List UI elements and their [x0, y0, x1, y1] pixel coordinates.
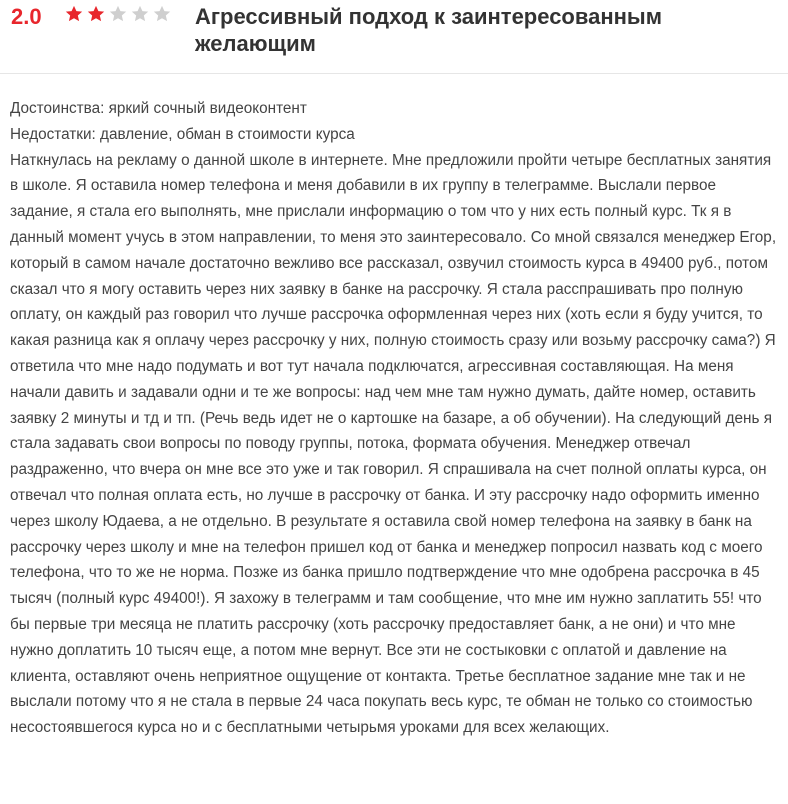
- star-empty-icon: [108, 4, 128, 24]
- star-filled-icon: [86, 4, 106, 24]
- star-empty-icon: [152, 4, 172, 24]
- review-pros: Достоинства: яркий сочный видеоконтент: [10, 100, 307, 117]
- review-header: [0, 0, 788, 72]
- review-body: [10, 96, 782, 741]
- review-title: Агрессивный подход к заинтересованным желающим: [195, 4, 662, 56]
- star-rating: [64, 4, 172, 28]
- star-filled-icon: [64, 4, 84, 24]
- header-divider: [0, 73, 788, 74]
- review-text: Наткнулась на рекламу о данной школе в интернете. Мне предложили пройти четыре бесплатных занятия в школе. Я оставила номер телефона и меня добавили в их группу в телеграмме. Выслали первое задание, я стала его выполнять, мне прислали информацию о том что у них есть полный курс. Тк я в данный момент учусь в этом направлении, то меня это заинтересовало. Со мной связался менеджер Егор, который в самом начале достаточно вежливо все рассказал, озвучил стоимость курса в 49400 руб., потом сказал что я могу оставить через них заявку в банке на рассрочку. Я стала расспрашивать про полную оплату, он каждый раз говорил что лучше рассрочка оформленная через них (хоть если я буду учится, то какая разница как я оплачу через рассрочку у них, полную стоимость сразу или возьму рассрочку сама?) Я ответила что мне надо подумать и вот тут начала подключатся, агрессивная составляющая. На меня начали давить и задавали одни и те же вопросы: над чем мне там нужно думать, дайте номер, оставить заявку 2 минуты и тд и тп. (Речь ведь идет не о картошке на базаре, а об обучении). На следующий день я стала задавать свои вопросы по поводу группы, потока, формата обучения. Менеджер отвечал раздраженно, что вчера он мне все это уже и так говорил. Я спрашивала на счет полной оплаты курса, он отвечал что полная оплата есть, но лучше в рассрочку от банка. И эту рассрочку надо оформить именно через школу Юдаева, а не отдельно. В результате я оставила свой номер телефона на заявку в банк на рассрочку через школу и мне на телефон пришел код от банка и менеджер попросил назвать код с моего телефона, что то же не норма. Позже из банка пришло подтверждение что мне одобрена рассрочка в 45 тысяч (полный курс 49400!). Я захожу в телеграмм и там сообщение, что мне им нужно заплатить 55! что бы первые три месяца не платить рассрочку (хоть рассрочку предоставляет банк, а не они) и что мне нужно доплатить 10 тысяч еще, а потом мне вернут. Все эти не состыковки с оплатой и давление на клиента, оставляют очень неприятное ощущение от контакта. Третье бесплатное задание мне так и не выслали потому что я не стала в первые 24 часа покупать весь курс, те обман не только со стоимостью несостоявшегося курса но и с бесплатными четырьмя уроками для всех желающих.: [10, 151, 777, 737]
- rating-score: 2.0: [11, 4, 42, 29]
- star-empty-icon: [130, 4, 150, 24]
- review-cons: Недостатки: давление, обман в стоимости курса: [10, 125, 355, 143]
